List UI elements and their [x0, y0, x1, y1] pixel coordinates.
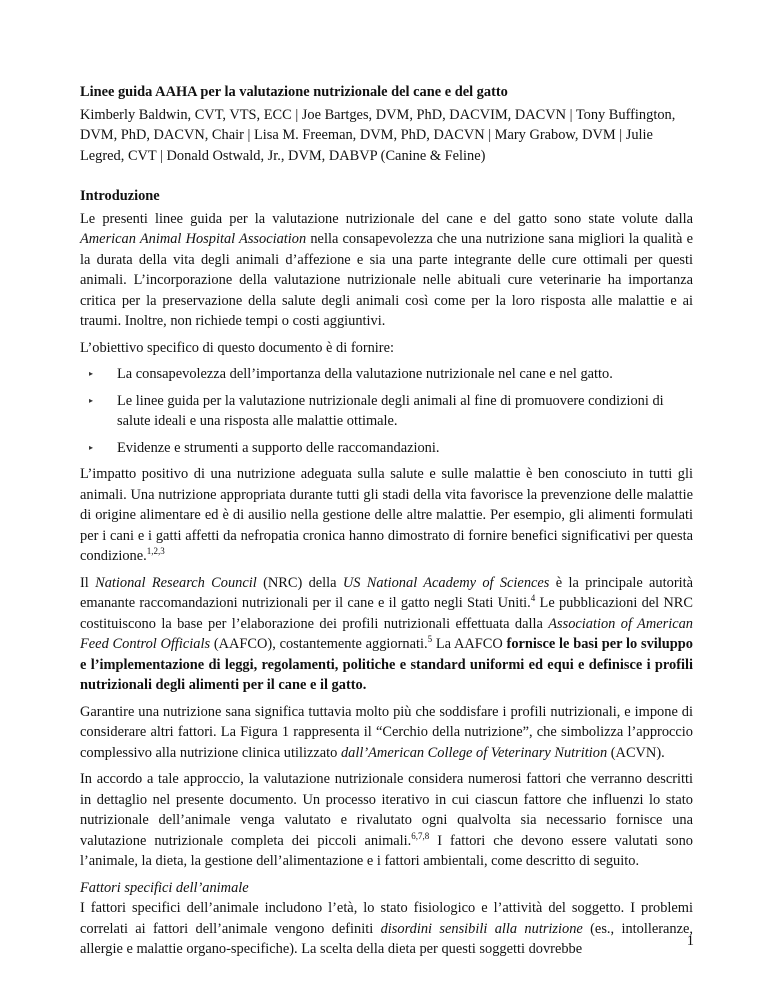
text-run: Le presenti linee guida per la valutazione nutrizionale del cane e del gatto sono state volute dalla [80, 210, 693, 227]
author-list: Kimberly Baldwin, CVT, VTS, ECC | Joe Bartges, DVM, PhD, DACVIM, DACVN | Tony Buffington, DVM, PhD, DACVN, Chair | Lisa M. Freeman, DVM, PhD, DACVN | Mary Grabow, DVM | Julie Legred, CVT | Donald Ostwald, Jr., DVM, DABVP (Canine & Feline) [80, 106, 676, 164]
subsection-heading-animal-factors: Fattori specifici dell’animale [80, 879, 249, 896]
text-run: nella consapevolezza che una nutrizione sana migliori la qualità e la durata della vita degli animali d’affezione e sia una parte integrante delle cure ottimali per questi animali. L’incorporazione della valutazione nutrizionale nelle abituali cure veterinarie ha importanza critica per la preservazione della salute degli animali così come per la loro risposta alle malattie e ai traumi. Inoltre, non richiede tempi o costi aggiuntivi. [80, 231, 693, 329]
bold-run: fornisce le basi per lo sviluppo e l’implementazione di leggi, regolamenti, politiche e standard uniformi ed equi e definisce i profili nutrizionali degli alimenti per il cane e il gatto. [80, 636, 693, 693]
paragraph-objective: L’obiettivo specifico di questo documento è di fornire: [80, 339, 394, 356]
text-run: Garantire una nutrizione sana significa tuttavia molto più che soddisfare i profili nutrizionali, e impone di considerare altri fattori. La Figura 1 rappresenta il “Cerchio della nutrizione”, che simbolizza l’approccio complessivo alla nutrizione clinica utilizzato [80, 703, 693, 761]
italic-run: National Research Council [95, 574, 257, 591]
text-run: Il [80, 574, 96, 591]
italic-run: American Animal Hospital Association [80, 231, 307, 247]
list-item [80, 364, 693, 385]
italic-run: dall’American College of Veterinary Nutrition [340, 744, 608, 761]
italic-run: US National Academy of Sciences [342, 574, 550, 591]
bullet-arrow-icon: ▸ [89, 395, 94, 405]
text-run: Le pubblicazioni del NRC costituiscono la base per l’elaborazione dei profili nutrizionali effettuata dalla [80, 595, 693, 632]
text-run: In accordo a tale approccio, la valutazione nutrizionale considera numerosi fattori che verranno descritti in dettaglio nel presente documento. Un processo iterativo in cui ciascun fattore che influenzi lo stato nutrizionale dell’animale venga valutato e rivalutato ogni qualvolta sia necessario fornisce una valutazione nutrizionale completa dei piccoli animali. [80, 771, 693, 849]
bullet-arrow-icon: ▸ [89, 442, 94, 452]
objective-list [80, 364, 693, 458]
text-run: L’impatto positivo di una nutrizione adeguata sulla salute e sulle malattie è ben conosciuto in tutti gli animali. Una nutrizione appropriata durante tutti gli stadi della vita favorisce la prevenzione delle malattie di origine alimentare ed è di ausilio nella gestione delle altre malattie. Per esempio, gli alimenti formulati per i cani e i gatti affetti da nefropatia cronica hanno dimostrato di fornire benefici significativi per questa condizione. [80, 466, 693, 564]
citation-superscript: 5 [427, 634, 433, 645]
document-title: Linee guida AAHA per la valutazione nutrizionale del cane e del gatto [80, 84, 508, 100]
italic-run: Association of American Feed Control Officials [80, 615, 693, 652]
paragraph-animal-factors [80, 898, 693, 960]
text-run: è la principale autorità emanante raccomandazioni nutrizionali per il cane e il gatto negli Stati Uniti. [80, 574, 693, 611]
citation-superscript: 4 [530, 593, 536, 604]
text-run: I fattori che devono essere valutati sono l’animale, la dieta, la gestione dell’alimentazione e i fattori ambientali, come descritto di seguito. [80, 832, 693, 869]
page-number: 1 [686, 933, 694, 949]
text-run: (NRC) della [256, 574, 343, 591]
document-page [80, 82, 693, 966]
citation-superscript: 1,2,3 [146, 546, 165, 557]
section-heading-introduzione: Introduzione [80, 188, 160, 204]
list-item-text: Evidenze e strumenti a supporto delle raccomandazioni. [117, 439, 440, 456]
text-run: I fattori specifici dell’animale includono l’età, lo stato fisiologico e l’attività del soggetto. I problemi correlati ai fattori dell’animale vengono definiti [80, 900, 693, 937]
citation-superscript: 6,7,8 [411, 830, 430, 841]
paragraph-nrc [80, 573, 693, 696]
text-run: (ACVN). [607, 744, 665, 761]
list-item [80, 438, 693, 459]
paragraph-circle [80, 702, 693, 764]
text-run: (AAFCO), costantemente aggiornati. [210, 636, 428, 652]
paragraph-intro [80, 209, 693, 332]
list-item-text: La consapevolezza dell’importanza della valutazione nutrizionale nel cane e nel gatto. [117, 366, 613, 382]
text-run: La AAFCO [432, 636, 507, 652]
list-item [80, 391, 693, 432]
paragraph-approach [80, 769, 693, 872]
paragraph-impact [80, 464, 693, 567]
text-run: (es., intolleranze, allergie e malattie organo-specifiche). La scelta della dieta per questi soggetti dovrebbe [80, 920, 693, 957]
italic-run: disordini sensibili alla nutrizione [380, 920, 583, 937]
bullet-arrow-icon: ▸ [89, 369, 94, 378]
list-item-text: Le linee guida per la valutazione nutrizionale degli animali al fine di promuovere condizioni di salute ideali e una risposta alle malattie ottimale. [117, 392, 664, 429]
